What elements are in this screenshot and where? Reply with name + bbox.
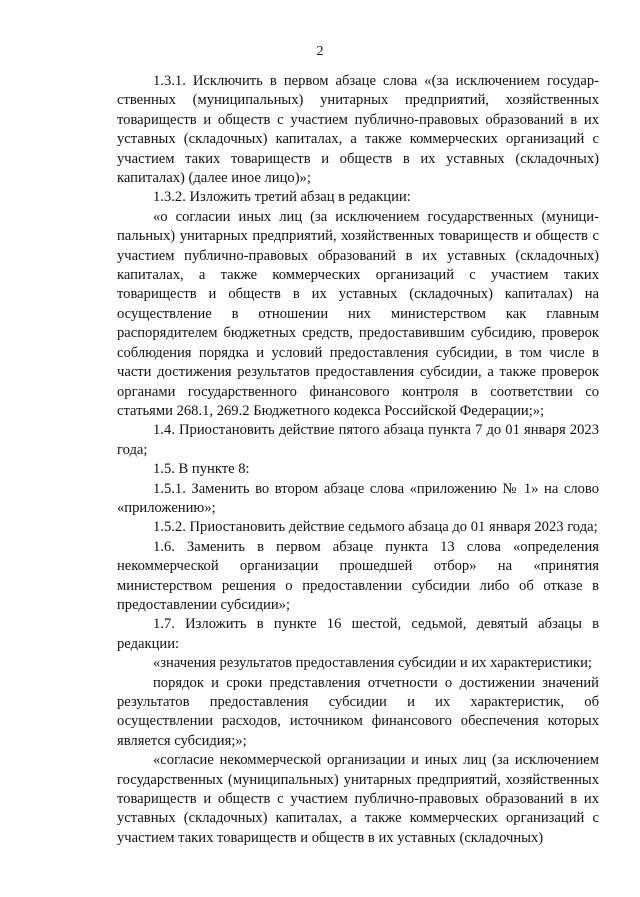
paragraph-quote-consent: «о согласии иных лиц (за исключением государственных (муниципальных) унитарных предприятий, хозяйственных товариществ и обществ с участием публично-правовых образований в их уставных (складочных) капиталах, а также коммерческих организаций с участием таких товариществ и обществ в их уставных (складочных) капиталах) на осуществление в отношении них министерством как главным распорядителем бюджетных средств, предоставившим субсидию, проверок соблюдения порядка и условий предоставления субсидии, в том числе в части достижения результатов предоставления субсидии, а также проверок органами государственного финансового контроля в соответствии со статьями 268.1, 269.2 Бюджетного кодекса Российской Федерации;»;	[117, 208, 599, 419]
paragraph-1-5: 1.5. В пункте 8:	[153, 461, 250, 478]
paragraph-quote-results: «значения результатов предоставления субсидии и их характеристики;	[153, 655, 592, 672]
paragraph-quote-agreement: «согласие некоммерческой организации и иных лиц (за исключением государственных (муниципальных) унитарных предприятий, хозяйственных товариществ и обществ с участием публично-правовых образований в их уставных (складочных) капиталах, а также коммерческих организаций с участием таких товариществ и обществ в их уставных (складочных)	[117, 752, 599, 846]
document-body	[117, 72, 599, 848]
paragraph-1-4: 1.4. Приостановить действие пятого абзаца пункта 7 до 01 января 2023 года;	[117, 422, 599, 458]
paragraph-1-3-1: 1.3.1. Исключить в первом абзаце слова «(за исключением государственных (муниципальных) унитарных предприятий, хозяйственных товариществ и обществ с участием публично-правовых образований в их уставных (складочных) капиталах, а также коммерческих организаций с участием таких товариществ и обществ в их уставных (складочных) капиталах) (далее иное лицо)»;	[117, 73, 599, 187]
paragraph-1-5-1: 1.5.1. Заменить во втором абзаце слова «приложению № 1» на слово «приложению»;	[117, 480, 599, 516]
paragraph-1-7: 1.7. Изложить в пункте 16 шестой, седьмой, девятый абзацы в редакции:	[117, 616, 599, 652]
paragraph-reporting: порядок и сроки представления отчетности о достижении значений результатов предоставления субсидии и их характеристик, об осуществлении расходов, источником финансового обеспечения которых является субсидия;»;	[117, 674, 599, 749]
page-number: 2	[316, 44, 324, 59]
paragraph-1-6: 1.6. Заменить в первом абзаце пункта 13 слова «определения некоммерческой организации прошедшей отбор» на «принятия министерством решения о предоставлении субсидии либо об отказе в предоставлении субсидии»;	[117, 538, 599, 613]
paragraph-1-5-2: 1.5.2. Приостановить действие седьмого абзаца до 01 января 2023 года;	[153, 519, 598, 536]
paragraph-1-3-2: 1.3.2. Изложить третий абзац в редакции:	[153, 189, 411, 206]
